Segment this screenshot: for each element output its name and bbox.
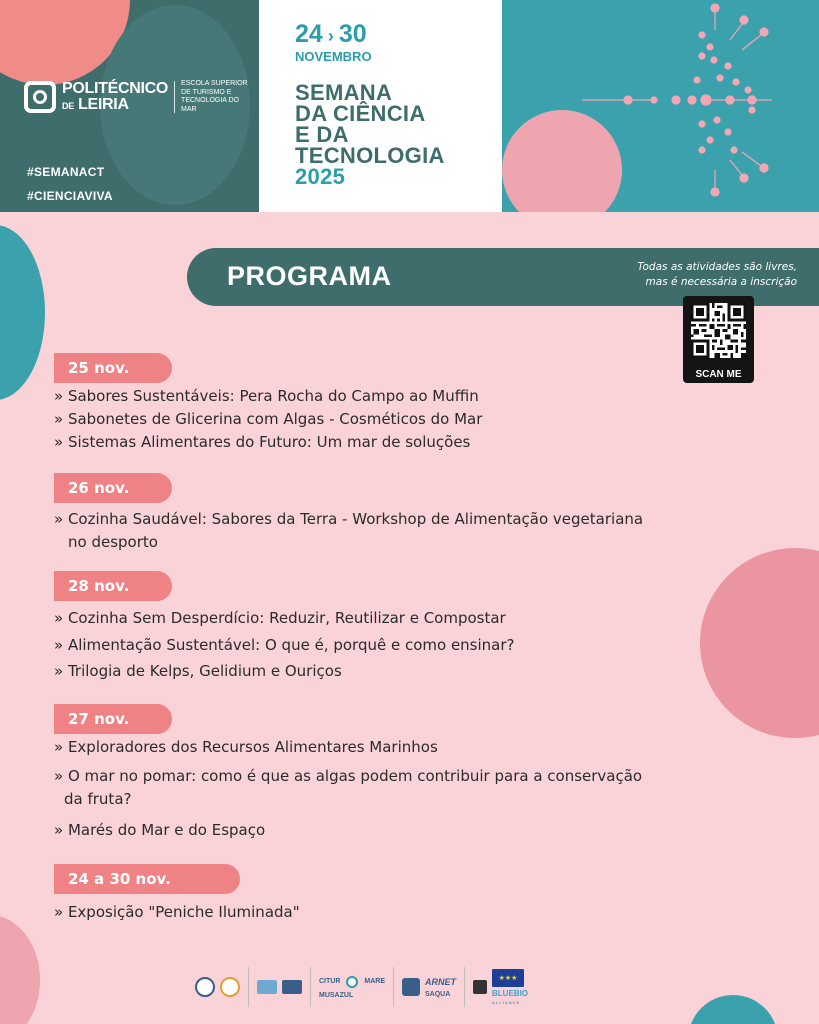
day-items — [54, 736, 642, 842]
arnet-logo: ARNET — [425, 976, 457, 987]
list-item: » Cozinha Saudável: Sabores da Terra - Workshop de Alimentação vegetariana — [54, 510, 644, 528]
list-item: » Sabonetes de Glicerina com Algas - Cosméticos do Mar — [54, 410, 483, 428]
partner-logo-icon — [257, 980, 277, 994]
title-line: TECNOLOGIA — [295, 143, 445, 168]
header-title-panel — [259, 0, 502, 212]
institution-logo — [24, 80, 253, 114]
list-item-continued: da fruta? — [64, 790, 132, 808]
logo-divider — [174, 81, 175, 113]
partner-logos — [172, 962, 528, 1012]
school-name: ESCOLA SUPERIOR DE TURISMO E TECNOLOGIA DO MAR — [181, 80, 248, 113]
header-left-panel — [0, 0, 259, 212]
decorative-circle — [0, 225, 45, 400]
saqua-logo: SAQUA — [425, 990, 451, 998]
eu-flag-icon: ★★★ — [492, 969, 524, 987]
list-item-continued: no desporto — [68, 533, 158, 551]
logo-divider — [310, 967, 311, 1007]
list-item: » Trilogia de Kelps, Gelidium e Ouriços — [54, 662, 342, 680]
date-month: NOVEMBRO — [295, 49, 372, 64]
date-start: 24 — [295, 20, 323, 48]
partner-logo-icon — [473, 980, 487, 994]
partner-logo-icon — [220, 977, 240, 997]
network-arrows-graphic — [502, 0, 819, 212]
institution-name-de: DE — [62, 100, 74, 111]
title-line: DA CIÊNCIA — [295, 101, 426, 126]
day-label: 24 a 30 nov. — [54, 864, 240, 894]
day-label: 25 nov. — [54, 353, 172, 383]
registration-note: Todas as atividades são livres, mas é necessária a inscrição — [637, 261, 797, 288]
decorative-circle — [0, 915, 40, 1024]
header-right-panel — [502, 0, 819, 212]
day-items — [54, 901, 300, 924]
date-end: 30 — [338, 20, 367, 48]
day-items — [54, 508, 643, 554]
list-item: » Exploradores dos Recursos Alimentares Marinhos — [54, 738, 438, 756]
day-label: 28 nov. — [54, 571, 172, 601]
day-items — [54, 605, 515, 685]
event-year: 2025 — [295, 164, 346, 189]
qr-code-icon — [691, 303, 746, 358]
day-label: 27 nov. — [54, 704, 172, 734]
partner-logo-icon — [402, 978, 420, 996]
partner-logo-icon — [282, 980, 302, 994]
partner-logo-icon — [195, 977, 215, 997]
decorative-circle — [700, 548, 819, 738]
logo-divider — [464, 967, 465, 1007]
mare-logo-icon — [346, 976, 358, 988]
citur-logo: CITUR — [319, 978, 341, 985]
list-item: » Marés do Mar e do Espaço — [54, 821, 266, 839]
logo-divider — [248, 967, 249, 1007]
day-items — [54, 385, 482, 454]
day-label: 26 nov. — [54, 473, 172, 503]
hashtag: #CIENCIAVIVA — [27, 189, 113, 203]
hashtags — [27, 160, 113, 208]
logo-divider — [393, 967, 394, 1007]
politecnico-logo-icon — [24, 81, 56, 113]
title-line: E DA — [295, 122, 349, 147]
musazul-logo: MUSAZUL — [319, 991, 354, 999]
institution-name-line1: POLITÉCNICO — [62, 79, 169, 97]
list-item: » Cozinha Sem Desperdício: Reduzir, Reutilizar e Compostar — [54, 609, 506, 627]
list-item: » Exposição "Peniche Iluminada" — [54, 903, 300, 921]
list-item: » Sabores Sustentáveis: Pera Rocha do Campo ao Muffin — [54, 387, 479, 405]
bluebio-logo: BLUEBIO — [492, 989, 529, 998]
list-item: » Sistemas Alimentares do Futuro: Um mar de soluções — [54, 433, 471, 451]
list-item: » O mar no pomar: como é que as algas podem contribuir para a conservação — [54, 767, 643, 785]
event-title — [295, 82, 445, 187]
title-line: SEMANA — [295, 80, 393, 105]
bluebio-sub: ALLIANCE — [492, 1000, 521, 1005]
qr-code[interactable] — [683, 296, 754, 383]
institution-name-line2: LEIRIA — [78, 95, 129, 113]
event-dates — [295, 20, 372, 63]
list-item: » Alimentação Sustentável: O que é, porquê e como ensinar? — [54, 635, 515, 654]
scan-me-label: SCAN ME — [695, 369, 742, 380]
hashtag: #SEMANACT — [27, 165, 105, 179]
program-title: PROGRAMA — [227, 261, 392, 291]
chevron-right-icon: › — [322, 26, 339, 46]
decorative-circle — [688, 995, 778, 1024]
mare-logo: MARE — [364, 978, 386, 985]
